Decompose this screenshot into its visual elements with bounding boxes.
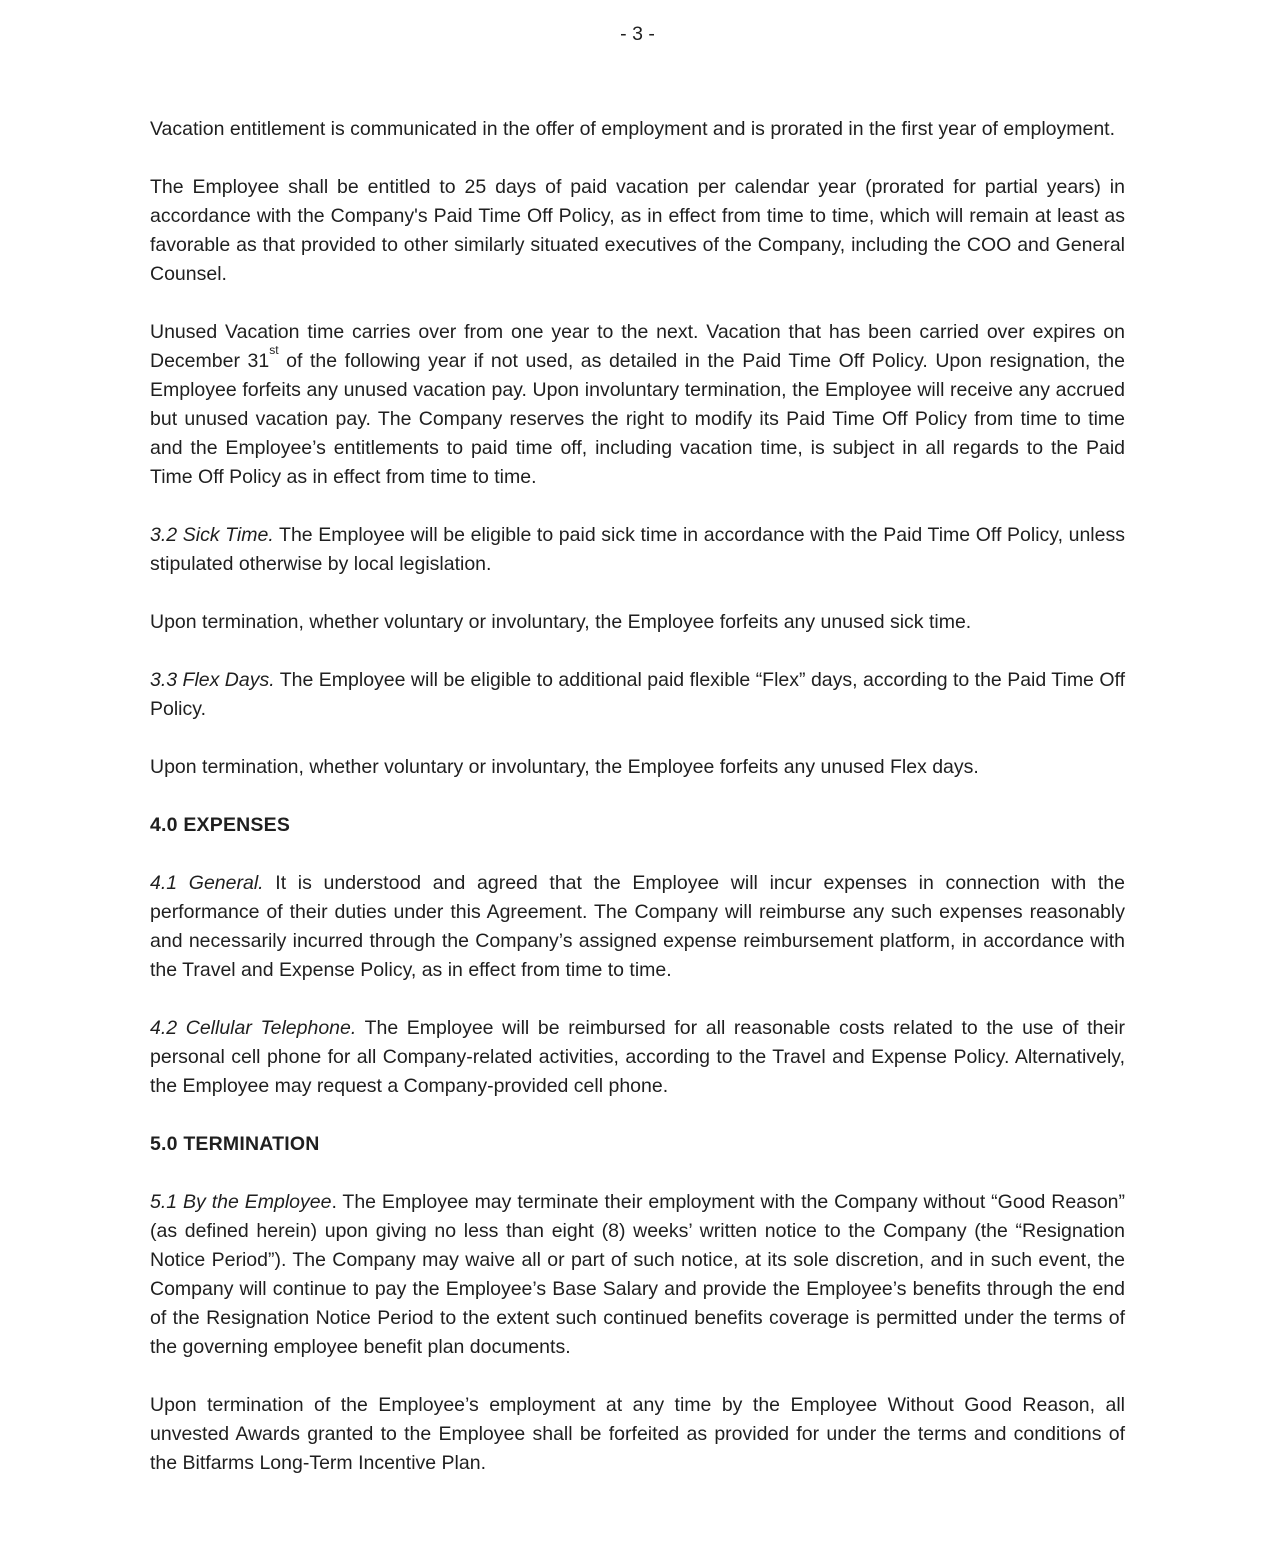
section-heading: [150, 811, 1125, 840]
text-segment: 3.3 Flex Days.: [150, 669, 275, 691]
text-segment: st: [269, 343, 279, 358]
text-segment: . The Employee may terminate their employment with the Company without “Good Reason” (as defined herein) upon giving no less than eight (8) weeks’ written notice to the Company (the “Resignation Notice Period”). The Company may waive all or part of such notice, at its sole discretion, and in such event, the Company will continue to pay the Employee’s Base Salary and provide the Employee’s benefits through the end of the Resignation Notice Period to the extent such continued benefits coverage is permitted under the terms of the governing employee benefit plan documents.: [150, 1191, 1126, 1358]
paragraph: [150, 173, 1125, 289]
text-segment: 4.1 General.: [150, 872, 264, 894]
text-segment: The Employee shall be entitled to 25 days of paid vacation per calendar year (prorated for partial years) in accordance with the Company's Paid Time Off Policy, as in effect from time to time, which will remain at least as favorable as that provided to other similarly situated executives of the Company, including the COO and General Counsel.: [150, 176, 1125, 285]
text-segment: The Employee will be reimbursed for all reasonable costs related to the use of their personal cell phone for all Company-related activities, according to the Travel and Expense Policy. Alternatively, the Employee may request a Company-provided cell phone.: [150, 1017, 1125, 1097]
text-segment: Upon termination of the Employee’s employment at any time by the Employee Without Good Reason, all unvested Awards granted to the Employee shall be forfeited as provided for under the terms and conditions of the Bitfarms Long-Term Incentive Plan.: [150, 1394, 1125, 1474]
paragraph: [150, 318, 1125, 492]
paragraph: [150, 1014, 1125, 1101]
document-body: [150, 115, 1125, 1478]
text-segment: 4.0 EXPENSES: [150, 814, 291, 836]
text-segment: 4.2 Cellular Telephone.: [150, 1017, 357, 1039]
text-segment: 3.2 Sick Time.: [150, 524, 274, 546]
text-segment: 5.1 By the Employee: [150, 1191, 332, 1213]
text-segment: Unused Vacation time carries over from one year to the next. Vacation that has been carried over expires on December 31: [150, 321, 1125, 372]
text-segment: The Employee will be eligible to paid sick time in accordance with the Paid Time Off Policy, unless stipulated otherwise by local legislation.: [150, 524, 1125, 575]
paragraph: [150, 869, 1125, 985]
text-segment: It is understood and agreed that the Employee will incur expenses in connection with the performance of their duties under this Agreement. The Company will reimburse any such expenses reasonably and necessarily incurred through the Company’s assigned expense reimbursement platform, in accordance with the Travel and Expense Policy, as in effect from time to time.: [150, 872, 1125, 981]
text-segment: The Employee will be eligible to additional paid flexible “Flex” days, according to the Paid Time Off Policy.: [150, 669, 1125, 720]
text-segment: 5.0 TERMINATION: [150, 1133, 320, 1155]
text-segment: Upon termination, whether voluntary or involuntary, the Employee forfeits any unused sick time.: [150, 611, 972, 633]
paragraph: [150, 666, 1125, 724]
paragraph: [150, 1391, 1125, 1478]
paragraph: [150, 1188, 1125, 1362]
paragraph: [150, 608, 1125, 637]
text-segment: Vacation entitlement is communicated in the offer of employment and is prorated in the first year of employment.: [150, 118, 1116, 140]
page-number: - 3 -: [620, 23, 655, 45]
paragraph: [150, 753, 1125, 782]
section-heading: [150, 1130, 1125, 1159]
paragraph: [150, 115, 1125, 144]
text-segment: Upon termination, whether voluntary or involuntary, the Employee forfeits any unused Flex days.: [150, 756, 979, 778]
text-segment: of the following year if not used, as detailed in the Paid Time Off Policy. Upon resignation, the Employee forfeits any unused vacation pay. Upon involuntary termination, the Employee will receive any accrued but unused vacation pay. The Company reserves the right to modify its Paid Time Off Policy from time to time and the Employee’s entitlements to paid time off, including vacation time, is subject in all regards to the Paid Time Off Policy as in effect from time to time.: [150, 350, 1125, 488]
paragraph: [150, 521, 1125, 579]
